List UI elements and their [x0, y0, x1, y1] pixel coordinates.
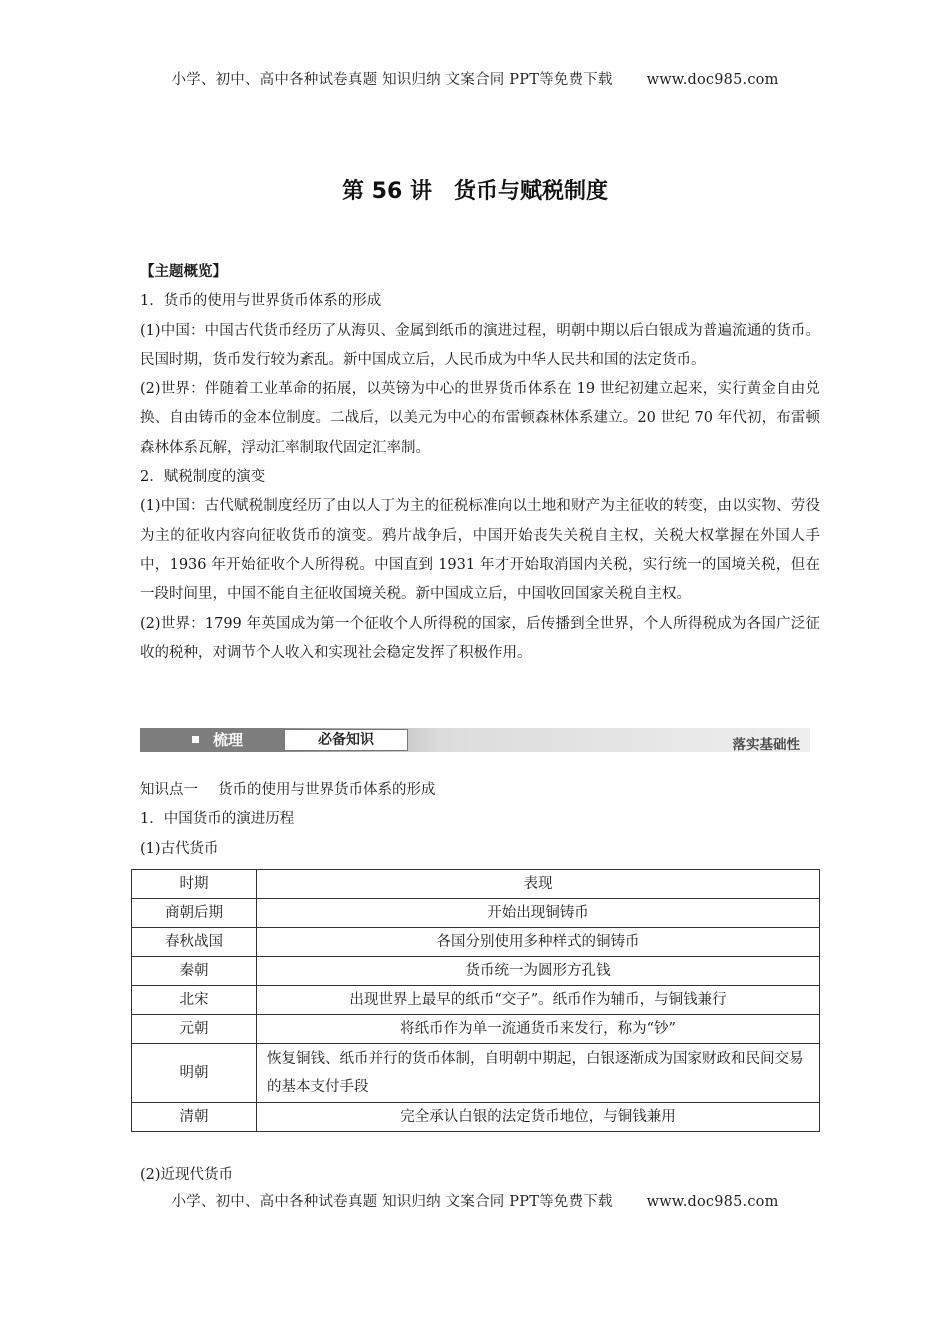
- description-cell: 货币统一为圆形方孔钱: [257, 957, 820, 986]
- banner-label-primary: 梳理: [140, 728, 284, 752]
- period-cell: 元朝: [132, 1015, 257, 1044]
- description-cell: 将纸币作为单一流通货币来发行，称为“钞”: [257, 1015, 820, 1044]
- overview-paragraph: 2．赋税制度的演变: [140, 469, 266, 486]
- overview-paragraph: (2)世界：伴随着工业革命的拓展，以英镑为中心的世界货币体系在 19 世纪初建立起来，实行黄金自由兑换、自由铸币的金本位制度。二战后，以美元为中心的布雷顿森林体系建立。20 世纪 70 年代初，布雷顿森林体系瓦解，浮动汇率制取代固定汇率制。: [140, 381, 820, 456]
- table-row: [132, 957, 820, 986]
- overview-section: [140, 258, 820, 668]
- footer-site-link[interactable]: www.doc985.com: [646, 1194, 779, 1210]
- table-row: [132, 1015, 820, 1044]
- subheading: 1．中国货币的演进历程: [140, 811, 295, 828]
- period-cell: 北宋: [132, 986, 257, 1015]
- overview-paragraph: (1)中国：古代赋税制度经历了由以人丁为主的征税标准向以土地和财产为主征收的转变，由以实物、劳役为主的征收内容向征收货币的演变。鸦片战争后，中国开始丧失关税自主权，关税大权掌握在外国人手中，1936 年开始征收个人所得税。中国直到 1931 年才开始取消国内关税，实行统一的国境关税，但在一段时间里，中国不能自主征收国境关税。新中国成立后，中国收回国家关税自主权。: [140, 498, 820, 603]
- table-header-row: [132, 870, 820, 899]
- knowledge-point-heading: 知识点一 货币的使用与世界货币体系的形成: [140, 782, 436, 798]
- table-row: [132, 1044, 820, 1103]
- period-cell: 明朝: [132, 1044, 257, 1103]
- footer-text: 小学、初中、高中各种试卷真题 知识归纳 文案合同 PPT等免费下载: [171, 1194, 613, 1210]
- table-row: [132, 899, 820, 928]
- period-cell: 商朝后期: [132, 899, 257, 928]
- header-site-link[interactable]: www.doc985.com: [646, 72, 779, 88]
- period-cell: 秦朝: [132, 957, 257, 986]
- knowledge-point-section: [140, 776, 820, 864]
- overview-heading: 【主题概览】: [140, 264, 227, 280]
- description-cell: 开始出现铜铸币: [257, 899, 820, 928]
- page-footer: [0, 1190, 950, 1211]
- header-text: 小学、初中、高中各种试卷真题 知识归纳 文案合同 PPT等免费下载: [171, 72, 613, 88]
- period-cell: 春秋战国: [132, 928, 257, 957]
- table-header-cell: 时期: [132, 870, 257, 899]
- lecture-number: 第 56 讲: [342, 179, 432, 204]
- table-row: [132, 928, 820, 957]
- ancient-currency-table: [131, 869, 820, 1132]
- description-cell: 恢复铜钱、纸币并行的货币体制，自明朝中期起，白银逐渐成为国家财政和民间交易的基本支付手段: [257, 1044, 820, 1103]
- subheading-modern-currency: (2)近现代货币: [140, 1167, 234, 1183]
- description-cell: 完全承认白银的法定货币地位，与铜钱兼用: [257, 1103, 820, 1132]
- lecture-topic: 货币与赋税制度: [453, 179, 608, 204]
- table-header-cell: 表现: [257, 870, 820, 899]
- banner-label-secondary: 必备知识: [284, 729, 408, 751]
- subheading: (1)古代货币: [140, 840, 219, 857]
- banner-label-right: 落实基础性: [732, 737, 800, 753]
- description-cell: 各国分别使用多种样式的铜铸币: [257, 928, 820, 957]
- description-cell: 出现世界上最早的纸币“交子”。纸币作为辅币，与铜钱兼行: [257, 986, 820, 1015]
- overview-paragraph: (2)世界：1799 年英国成为第一个征收个人所得税的国家，后传播到全世界，个人所得税成为各国广泛征收的税种，对调节个人收入和实现社会稳定发挥了积极作用。: [140, 615, 820, 661]
- page-header: [0, 68, 950, 89]
- overview-paragraph: (1)中国：中国古代货币经历了从海贝、金属到纸币的演进过程，明朝中期以后白银成为普遍流通的货币。民国时期，货币发行较为紊乱。新中国成立后，人民币成为中华人民共和国的法定货币。: [140, 322, 820, 368]
- overview-paragraph: 1．货币的使用与世界货币体系的形成: [140, 293, 382, 310]
- period-cell: 清朝: [132, 1103, 257, 1132]
- table-row: [132, 1103, 820, 1132]
- section-banner: [140, 728, 810, 754]
- table-row: [132, 986, 820, 1015]
- square-bullet-icon: [192, 736, 199, 743]
- page-title: [0, 174, 950, 205]
